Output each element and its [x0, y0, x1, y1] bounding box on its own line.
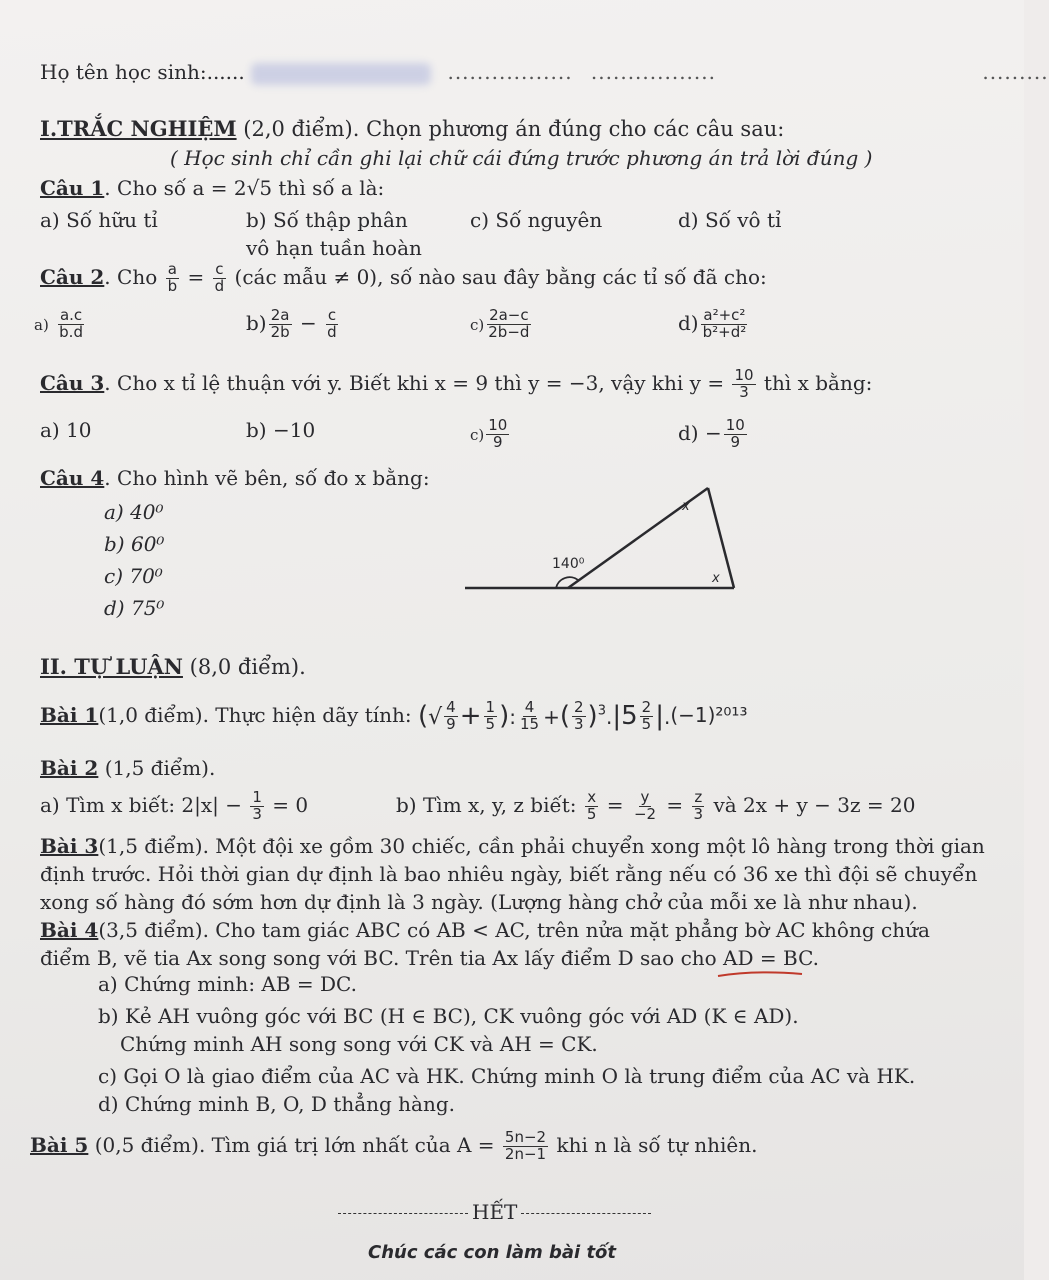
q3-option-b: b) −10 [246, 418, 316, 442]
bai3-label: Bài 3 [40, 834, 99, 858]
bai2-part-b: b) Tìm x, y, z biết: $\frac{x}{5}$ = $\frac{y}{-2}$ = $\frac{z}{3}$ và 2x + y − 3z = 20 [396, 788, 916, 823]
bai5-frac: $\frac{5n-2}{2n-1}$ [504, 1128, 547, 1163]
red-underline-mark [716, 968, 806, 980]
bai2-a-frac: $\frac{1}{3}$ [252, 788, 262, 823]
q1-label: Câu 1 [40, 176, 105, 200]
bai1-expr-end: (−1)²⁰¹³ [670, 702, 748, 727]
bai2-heading [40, 756, 215, 780]
q4-text: . Cho hình vẽ bên, số đo x bằng: [104, 466, 430, 490]
q4-label: Câu 4 [40, 466, 105, 490]
q3-option-d: d) − $\frac{10}{9}$ [678, 416, 745, 451]
q2-label: Câu 2 [40, 264, 105, 289]
q4-triangle-figure [460, 476, 750, 606]
q2-a-frac: $\frac{a.c}{b.d}$ [59, 306, 83, 341]
q3-c-frac: $\frac{10}{9}$ [488, 416, 508, 451]
bai4-part-c: c) Gọi O là giao điểm của AC và HK. Chứng minh O là trung điểm của AC và HK. [98, 1064, 916, 1088]
q1-stem [40, 176, 384, 200]
bai2-b-text: b) Tìm x, y, z biết: [396, 792, 577, 817]
part2-title: II. TỰ LUẬN [40, 654, 183, 679]
q1-option-d: d) Số vô tỉ [678, 208, 782, 232]
q3-text-end: thì x bằng: [763, 370, 873, 395]
q1-option-b: b) Số thập phân [246, 208, 408, 232]
bai2-part-a [40, 790, 308, 823]
angle-label-x-bottom: x [712, 571, 720, 586]
dotted-line-3: ......... [982, 60, 1049, 84]
bai5-label: Bài 5 [30, 1132, 89, 1157]
q2-text-post: (các mẫu ≠ 0), số nào sau đây bằng các tỉ số đã cho: [234, 264, 767, 289]
dotted-line-2: ................. [590, 60, 716, 84]
part1-heading [40, 116, 784, 141]
bai3-line2: định trước. Hỏi thời gian dự định là bao nhiêu ngày, biết rằng nếu có 36 xe thì đội sẽ chuyển [40, 862, 978, 886]
bai5-text: (0,5 điểm). Tìm giá trị lớn nhất của A = [94, 1132, 495, 1157]
bai4-line1: Bài 4(3,5 điểm). Cho tam giác ABC có AB < AC, trên nửa mặt phẳng bờ AC không chứa [40, 918, 930, 942]
q1-text: . Cho số a = 2√5 thì số a là: [104, 176, 385, 200]
q4-option-a: a) 40⁰ [104, 500, 164, 524]
q2-b-frac1: $\frac{2a}{2b}$ [270, 306, 290, 341]
q3-stem [40, 368, 872, 401]
bai1-label: Bài 1 [40, 702, 99, 727]
part1-points: (2,0 điểm). Chọn phương án đúng cho các câu sau: [243, 117, 785, 141]
end-marker [338, 1200, 651, 1224]
dotted-line: ................. [447, 60, 573, 84]
q2-option-a: a) $\frac{a.c}{b.d}$ [34, 306, 83, 341]
q2-d-frac: $\frac{\text{a²+c²}}{\text{b²+d²}}$ [702, 306, 747, 341]
q2-c-frac: $\frac{2a-c}{2b-d}$ [488, 306, 530, 341]
angle-label-x-top: x [682, 499, 690, 514]
q3-frac: $\frac{10}{3}$ [734, 366, 754, 401]
bai4-part-b2: Chứng minh AH song song với CK và AH = CK. [120, 1032, 598, 1056]
part2-points: (8,0 điểm). [189, 655, 306, 679]
q2-option-b: b) $\frac{2a}{2b}$ − $\frac{c}{d}$ [246, 306, 337, 341]
bai1-expression: (√ $\frac{4}{9}$ + $\frac{1}{5}$ ): $\frac{4}{15}$ +( $\frac{2}{3}$ )$^3$.|5 $\frac{2}{5}$ |. [417, 698, 671, 733]
part1-title: I.TRẮC NGHIỆM [40, 116, 237, 141]
q2-option-d: d) $\frac{\text{a²+c²}}{\text{b²+d²}}$ [678, 306, 747, 341]
q3-option-a: a) 10 [40, 418, 92, 442]
q3-option-c: c) $\frac{10}{9}$ [470, 416, 508, 451]
q4-option-d: d) 75⁰ [104, 596, 165, 620]
q3-d-frac: $\frac{10}{9}$ [725, 416, 745, 451]
blurred-name [251, 63, 431, 85]
bai4-part-d: d) Chứng minh B, O, D thẳng hàng. [98, 1092, 456, 1116]
q3-text: . Cho x tỉ lệ thuận với y. Biết khi x = 9 thì y = −3, vậy khi y = [104, 370, 725, 395]
q1-option-a: a) Số hữu tỉ [40, 208, 158, 232]
closing-wish: Chúc các con làm bài tốt [368, 1242, 617, 1263]
bai4-part-a: a) Chứng minh: AB = DC. [98, 972, 358, 996]
bai4-part-b1: b) Kẻ AH vuông góc với BC (H ∈ BC), CK vuông góc với AD (K ∈ AD). [98, 1004, 799, 1028]
q2-frac-ab: $\frac{a}{b}$ [167, 260, 178, 295]
student-name-line [40, 60, 1049, 85]
angle-label-140: 140⁰ [552, 556, 585, 572]
part1-note: ( Học sinh chỉ cần ghi lại chữ cái đứng trước phương án trả lời đúng ) [170, 146, 873, 170]
q1-option-c: c) Số nguyên [470, 208, 603, 232]
bai1-stem [40, 700, 747, 733]
bai2-a-end: = 0 [272, 792, 309, 817]
q2-option-c: c) $\frac{2a-c}{2b-d}$ [470, 306, 530, 341]
q1-option-b-cont: vô hạn tuần hoàn [246, 236, 422, 260]
bai5-stem [30, 1130, 758, 1163]
q2-b-frac2: $\frac{c}{d}$ [327, 306, 337, 341]
bai2-b-end: và 2x + y − 3z = 20 [713, 792, 916, 817]
part2-heading [40, 654, 306, 679]
q3-label: Câu 3 [40, 370, 105, 395]
q2-frac-cd: $\frac{c}{d}$ [214, 260, 225, 295]
student-name-label: Họ tên học sinh:...... [40, 60, 245, 84]
bai1-text: (1,0 điểm). Thực hiện dãy tính: [98, 702, 412, 727]
bai3-line3: xong số hàng đó sớm hơn dự định là 3 ngày. (Lượng hàng chở của mỗi xe là như nhau). [40, 890, 918, 914]
bai3-line1: Bài 3(1,5 điểm). Một đội xe gồm 30 chiếc, cần phải chuyển xong một lô hàng trong thời gian [40, 834, 985, 858]
bai2-a-text: a) Tìm x biết: 2|x| − [40, 792, 243, 817]
bai4-line2: điểm B, vẽ tia Ax song song với BC. Trên tia Ax lấy điểm D sao cho AD = BC. [40, 946, 820, 970]
bai4-label: Bài 4 [40, 918, 99, 942]
q2-stem: Câu 2. Cho $\frac{a}{b}$ = $\frac{c}{d}$ (các mẫu ≠ 0), số nào sau đây bằng các tỉ số đã cho: [40, 260, 767, 295]
bai5-text-end: khi n là số tự nhiên. [556, 1132, 758, 1157]
bai2-points: (1,5 điểm). [104, 756, 216, 780]
q2-text-pre: . Cho [104, 264, 158, 289]
end-text: HẾT [472, 1200, 518, 1224]
bai2-label: Bài 2 [40, 756, 99, 780]
q4-option-c: c) 70⁰ [104, 564, 163, 588]
q4-stem [40, 466, 430, 490]
q4-option-b: b) 60⁰ [104, 532, 165, 556]
